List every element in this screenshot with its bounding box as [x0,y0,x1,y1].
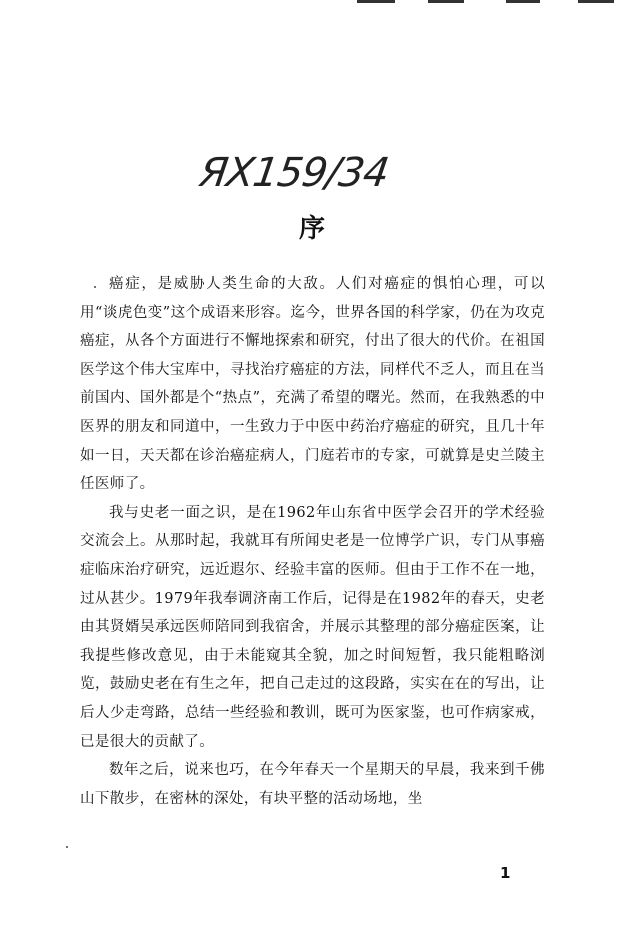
page-number: 1 [500,864,511,882]
paragraph: 数年之后，说来也巧，在今年春天一个星期天的早晨，我来到千佛山下散步，在密林的深处，有块平整的活动场地，坐 [80,762,545,807]
page-title: 序 [298,214,325,244]
body-text [80,270,545,813]
scan-speck [94,286,96,288]
scan-speck [66,846,68,848]
paragraph: 癌症，是威胁人类生命的大敌。人们对癌症的惧怕心理，可以用“谈虎色变”这个成语来形容。迄今，世界各国的科学家，仍在为攻克癌症，从各个方面进行不懈地探索和研究，付出了很大的代价。在祖国医学这个伟大宝库中，寻找治疗癌症的方法，同样代不乏人，而且在当前国内、国外都是个“热点”，充满了希望的曙光。然而，在我熟悉的中医界的朋友和同道中，一生致力于中医中药治疗癌症的研究，且几十年如一日，天天都在诊治癌症病人，门庭若市的专家，可就算是史兰陵主任医师了。 [80,276,545,493]
scan-artifact [357,0,395,3]
scan-artifact [578,0,614,3]
paragraph: 我与史老一面之识，是在1962年山东省中医学会召开的学术经验交流会上。从那时起，我就耳有所闻史老是一位博学广识，专门从事癌症临床治疗研究，远近遐尔、经验丰富的医师。但由于工作不在一地，过从甚少。1979年我奉调济南工作后，记得是在1982年的春天，史老由其贤婿吴承远医师陪同到我宿舍，并展示其整理的部分癌症医案，让我提些修改意见，由于未能窥其全貌，加之时间短暂，我只能粗略浏览，鼓励史老在有生之年，把自己走过的这段路，实实在在的写出，让后人少走弯路，总结一些经验和教训，既可为医家鉴，也可作病家戒，已是很大的贡献了。 [80,504,545,750]
handwritten-catalog-number: ЯХ159/34 [196,150,392,196]
scan-artifact [506,0,540,3]
scan-artifact [428,0,464,3]
